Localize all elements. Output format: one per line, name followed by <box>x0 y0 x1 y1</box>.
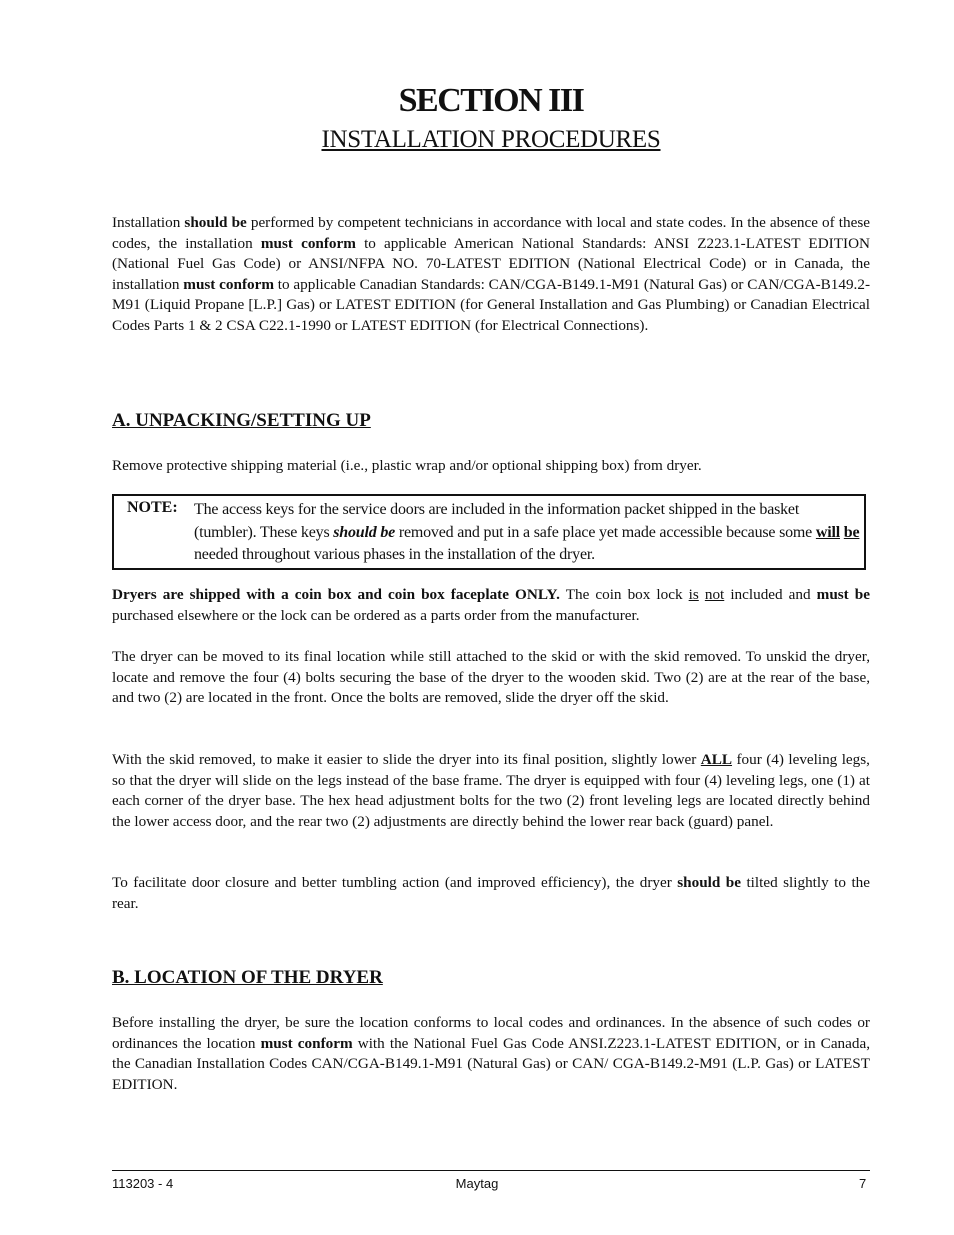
unskid-paragraph: The dryer can be moved to its final location while still attached to the skid or with the skid removed. To unskid the dryer, locate and remove the four (4) bolts securing the base of the dryer to the wooden skid. Two (2) are at the rear of the base, and two (2) are located in the front. Once the bolts are removed, slide the dryer off the skid. <box>112 648 870 707</box>
footer-brand: Maytag <box>455 1176 499 1191</box>
footer-rule <box>112 1170 870 1171</box>
location-paragraph: Before installing the dryer, be sure the location conforms to local codes and ordinances. In the absence of such codes or ordinances the location must conform with the National Fuel Gas Code ANSI.Z223.1-LATEST EDITION, or in Canada, the Canadian Installation Codes CAN/CGA-B149.1-M91 (Natural Gas) or CAN/ CGA-B149.2-M91 (L.P. Gas) or LATEST EDITION. <box>112 1014 871 1093</box>
note-text: The access keys for the service doors are included in the information packet shipped in the basket (tumbler). These keys should be removed and put in a safe place yet made accessible because some will be needed throughout various phases in the installation of the dryer. <box>194 501 860 563</box>
footer-page-number: 7 <box>859 1176 867 1191</box>
heading-location: B. LOCATION OF THE DRYER <box>112 967 383 988</box>
tilt-paragraph: To facilitate door closure and better tumbling action (and improved efficiency), the dryer should be tilted slightly to the rear. <box>112 874 871 912</box>
heading-unpacking: A. UNPACKING/SETTING UP <box>112 410 371 431</box>
leveling-legs-paragraph: With the skid removed, to make it easier to slide the dryer into its final position, slightly lower ALL four (4) leveling legs, so that the dryer will slide on the legs instead of the base frame. The dryer is equipped with four (4) leveling legs, one (1) at each corner of the dryer base. The hex head adjustment bolts for the two (2) front leveling legs are located directly behind the lower access door, and the rear two (2) adjustments are directly behind the lower rear back (guard) panel. <box>112 751 870 830</box>
intro-paragraph: Installation should be performed by competent technicians in accordance with local and state codes. In the absence of these codes, the installation must conform to applicable American National Standards: ANSI Z223.1-LATEST EDITION (National Fuel Gas Code) or ANSI/NFPA NO. 70-LATEST EDITION (National Electrical Code) or in Canada, the installation must conform to applicable Canadian Standards: CAN/CGA-B149.1-M91 (Natural Gas) or CAN/CGA-B149.2-M91 (Liquid Propane [L.P.] Gas) or LATEST EDITION (for General Installation and Gas Plumbing) or Canadian Electrical Codes Parts 1 & 2 CSA C22.1-1990 or LATEST EDITION (for Electrical Connections). <box>112 214 871 334</box>
section-title: SECTION III <box>398 82 584 119</box>
coin-box-paragraph: Dryers are shipped with a coin box and coin box faceplate ONLY. The coin box lock is not included and must be purchased elsewhere or the lock can be ordered as a parts order from the manufacturer. <box>112 586 870 624</box>
remove-material-paragraph: Remove protective shipping material (i.e., plastic wrap and/or optional shipping box) from dryer. <box>112 457 702 474</box>
note-label: NOTE: <box>127 499 178 516</box>
footer-doc-number: 113203 - 4 <box>112 1176 174 1191</box>
note-box <box>112 494 866 570</box>
section-subtitle: INSTALLATION PROCEDURES <box>321 126 661 153</box>
